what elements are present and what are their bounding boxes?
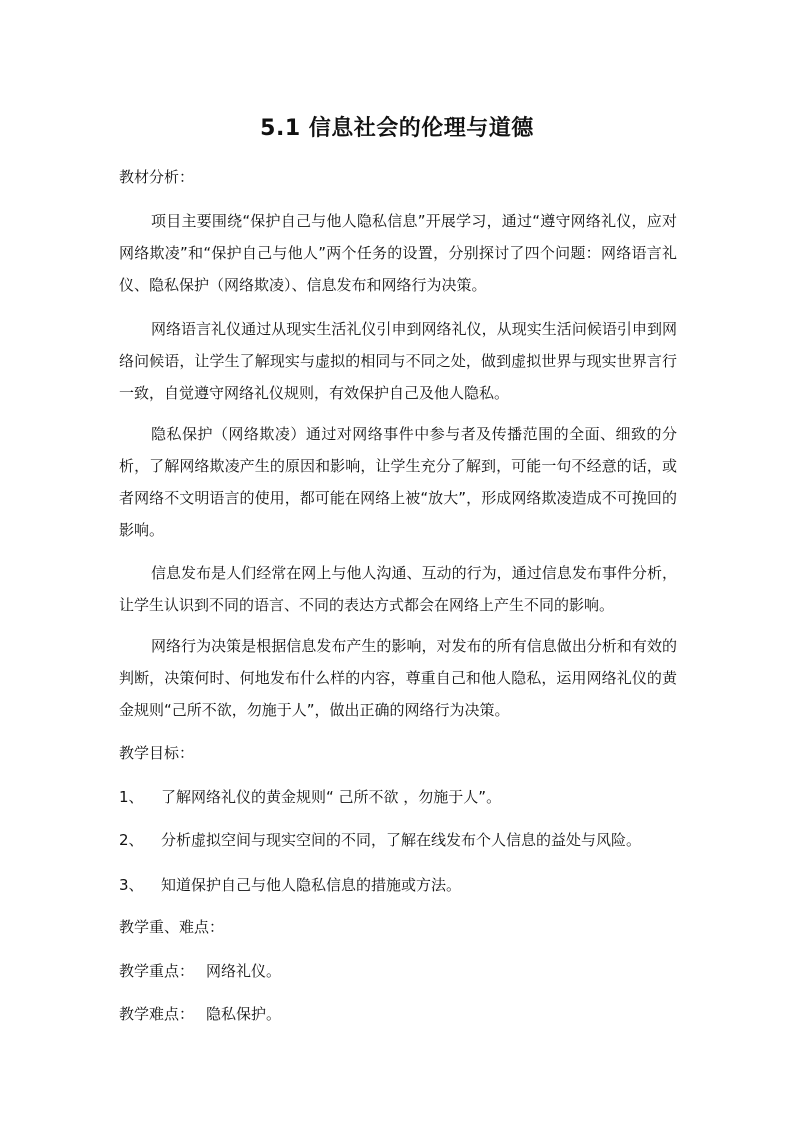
difficulty-point-label: 教学难点： xyxy=(119,1005,195,1023)
analysis-paragraph-2: 网络语言礼仪通过从现实生活礼仪引申到网络礼仪，从现实生活问候语引申到网络问候语，让学生了解现实与虚拟的相同与不同之处，做到虚拟世界与现实世界言行一致，自觉遵守网络礼仪规则，有效保护自己及他人隐私。 xyxy=(119,320,677,402)
objective-item-3 xyxy=(119,874,461,896)
section-heading-analysis: 教材分析： xyxy=(119,168,195,186)
document-title: 5.1 信息社会的伦理与道德 xyxy=(260,116,534,141)
objective-text: 了解网络礼仪的黄金规则“ 己所不欲 ，勿施于人”。 xyxy=(161,788,502,806)
analysis-paragraph-1: 项目主要围绕“保护自己与他人隐私信息”开展学习，通过“遵守网络礼仪，应对网络欺凌”和“保护自己与他人”两个任务的设置，分别探讨了四个问题：网络语言礼仪、隐私保护（网络欺凌）、信息发布和网络行为决策。 xyxy=(119,212,677,294)
difficulty-point-row xyxy=(119,1003,281,1025)
section-heading-objectives: 教学目标： xyxy=(119,744,195,762)
section-heading-keypoints: 教学重、难点： xyxy=(119,918,225,936)
difficulty-point-value: 隐私保护。 xyxy=(206,1005,282,1023)
objective-number: 3、 xyxy=(119,876,144,894)
analysis-paragraph-3: 隐私保护（网络欺凌）通过对网络事件中参与者及传播范围的全面、细致的分析，了解网络欺凌产生的原因和影响，让学生充分了解到，可能一句不经意的话，或者网络不文明语言的使用，都可能在网络上被“放大”，形成网络欺凌造成不可挽回的影响。 xyxy=(119,425,677,539)
objective-text: 知道保护自己与他人隐私信息的措施或方法。 xyxy=(161,876,462,894)
analysis-paragraph-5: 网络行为决策是根据信息发布产生的影响，对发布的所有信息做出分析和有效的判断，决策何时、何地发布什么样的内容，尊重自己和他人隐私，运用网络礼仪的黄金规则“己所不欲，勿施于人”，做出正确的网络行为决策。 xyxy=(119,637,677,719)
objective-text: 分析虚拟空间与现实空间的不同，了解在线发布个人信息的益处与风险。 xyxy=(161,831,642,849)
key-point-value: 网络礼仪。 xyxy=(206,962,282,980)
analysis-paragraph-4: 信息发布是人们经常在网上与他人沟通、互动的行为，通过信息发布事件分析，让学生认识到不同的语言、不同的表达方式都会在网络上产生不同的影响。 xyxy=(119,564,677,614)
key-point-row xyxy=(119,960,281,982)
objective-number: 1、 xyxy=(119,788,144,806)
objective-item-1 xyxy=(119,786,501,808)
objective-number: 2、 xyxy=(119,831,144,849)
objective-item-2 xyxy=(119,829,641,851)
key-point-label: 教学重点： xyxy=(119,962,195,980)
